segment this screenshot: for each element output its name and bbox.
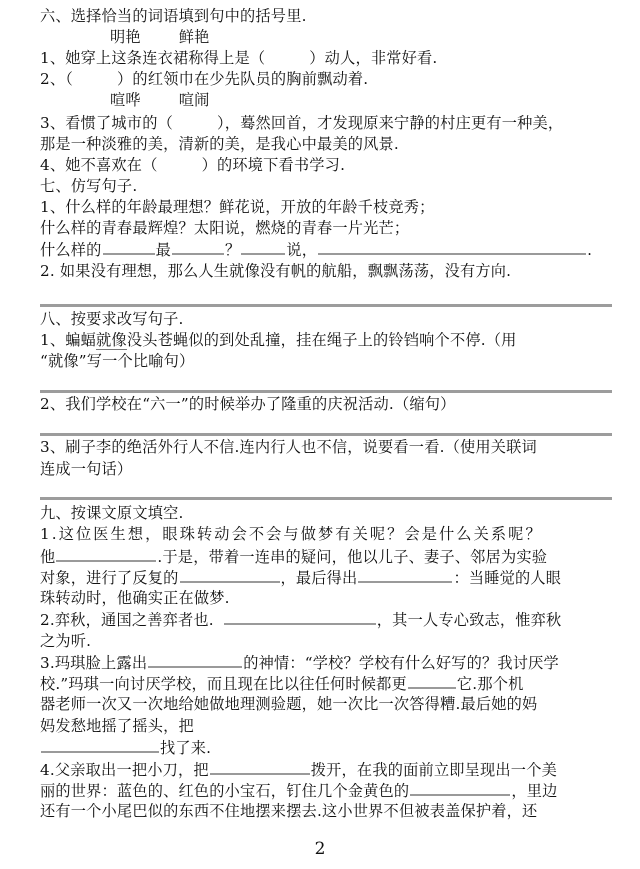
s6-question-3-cont: 那是一种淡雅的美，清新的美，是我心中最美的风景. [40, 135, 399, 153]
s6-question-3 [40, 113, 563, 133]
q-text: . [587, 241, 593, 259]
q-text: ，其一人专心致志，惟弈秋 [376, 611, 562, 629]
section6-heading: 六、选择恰当的词语填到句中的括号里. [40, 7, 307, 25]
s9-question-3-line1 [40, 652, 559, 673]
s9-question-4-line2 [40, 780, 557, 801]
word-options-b [110, 90, 210, 110]
answer-blank[interactable] [180, 567, 280, 583]
q-text: ），蓦然回首，才发现原来宁静的村庄更有一种美， [216, 114, 564, 132]
s9-question-1-line1: 1.这位医生想，眼珠转动会不会与做梦有关呢？会是什么关系呢？ [40, 525, 543, 543]
q-text: .于是，带着一连串的疑问，他以儿子、妻子、邻居为实验 [157, 548, 548, 566]
answer-blank[interactable] [410, 780, 510, 796]
s8-question-1-cont: “就像”写一个比喻句） [40, 352, 195, 370]
q-text: 什么样的 [40, 241, 102, 259]
s6-question-2 [40, 69, 368, 89]
q-text: ？ [224, 241, 241, 259]
s8-question-1 [40, 330, 517, 350]
q-text: 3、看惯了城市的（ [40, 114, 173, 132]
q-text: 他 [40, 548, 56, 566]
s9-question-2-line1 [40, 609, 561, 630]
underlined-word: 就像 [96, 331, 127, 349]
q-text: 它.那个机 [456, 675, 524, 693]
s9-question-1-line3 [40, 567, 561, 588]
option-xianyan: 鲜艳 [178, 28, 210, 46]
s9-question-3-line2 [40, 673, 523, 694]
q-text: ）动人，非常好看. [309, 49, 438, 67]
q-text: 说， [286, 241, 318, 259]
q-text: 2、（ [40, 70, 74, 88]
q-text: 3.玛琪脸上露出 [40, 654, 148, 672]
answer-line[interactable] [40, 390, 612, 393]
answer-blank[interactable] [318, 239, 586, 255]
answer-blank[interactable] [103, 239, 155, 255]
s9-question-3-line3: 器老师一次又一次地给她做地理测验题，她一次比一次答得糟.最后她的妈 [40, 695, 538, 713]
q-text: 找了来. [160, 739, 212, 757]
s8-question-3-line2: 连成一句话） [40, 460, 133, 478]
page-number: 2 [314, 839, 326, 859]
answer-blank[interactable] [241, 239, 285, 255]
s9-question-1-line2 [40, 546, 547, 567]
answer-blank[interactable] [148, 652, 242, 668]
q-text: 丽的世界：蓝色的、红色的小宝石，钉住几个金黄色的 [40, 782, 410, 800]
s7-question-1-line3 [40, 239, 592, 260]
q-text: 没头苍蝇似的到处乱撞，挂在绳子上的铃铛响个不停.（用 [126, 331, 517, 349]
q-text: 校.”玛琪一向讨厌学校，而且现在比以往任何时候都更 [40, 675, 407, 693]
q-text: ）的环境下看书学习. [201, 156, 346, 174]
q-text: ）的红领巾在少先队员的胸前飘动着. [117, 70, 369, 88]
q-text: 4.父亲取出一把小刀，把 [40, 761, 209, 779]
section7-heading: 七、仿写句子. [40, 177, 138, 195]
answer-blank[interactable] [408, 673, 456, 689]
section8-heading: 八、按要求改写句子. [40, 310, 184, 328]
q-text: 拨开，在我的面前立即呈现出一个美 [310, 761, 557, 779]
q-text: ：当睡觉的人眼 [453, 569, 562, 587]
q-text: ，里边 [511, 782, 558, 800]
s9-question-4-line1 [40, 759, 557, 780]
answer-blank[interactable] [358, 567, 452, 583]
q-text: 最 [155, 241, 171, 259]
q-text: 4、她不喜欢在（ [40, 156, 158, 174]
answer-blank[interactable] [41, 737, 159, 753]
q-text: ，最后得出 [280, 569, 358, 587]
s9-question-3-line4: 妈发愁地摇了摇头，把 [40, 717, 194, 735]
option-xuanhua: 喧哗 [110, 91, 141, 109]
s8-question-2: 2、我们学校在“六一”的时候举办了隆重的庆祝活动.（缩句） [40, 395, 456, 413]
answer-blank[interactable] [172, 239, 224, 255]
option-mingyan: 明艳 [110, 28, 141, 46]
q-text: 对象，进行了反复的 [40, 569, 179, 587]
answer-blank[interactable] [224, 609, 376, 625]
section9-heading: 九、按课文原文填空. [40, 504, 184, 522]
option-xuannao: 喧闹 [178, 91, 210, 109]
q-text: 2.弈秋，通国之善弈者也. [40, 611, 214, 629]
s9-question-2-line2: 之为听. [40, 632, 92, 650]
answer-line[interactable] [40, 304, 612, 307]
answer-blank[interactable] [210, 759, 310, 775]
q-text: 1、她穿上这条连衣裙称得上是（ [40, 49, 266, 67]
s7-question-1-line2: 什么样的青春最辉煌？太阳说，燃烧的青春一片光芒； [40, 219, 410, 237]
q-text: 1、蝙蝠 [40, 331, 97, 349]
s6-question-1 [40, 48, 437, 68]
s9-question-1-line4: 珠转动时，他确实正在做梦. [40, 589, 230, 607]
s7-question-1-line1: 1、什么样的年龄最理想？鲜花说，开放的年龄千枝竞秀； [40, 198, 435, 216]
answer-line[interactable] [40, 497, 612, 500]
q-text: 的神情：“学校？学校有什么好写的？我讨厌学 [243, 654, 559, 672]
s8-question-3-line1: 3、刷子李的绝活外行人不信.连内行人也不信，说要看一看.（使用关联词 [40, 438, 537, 456]
s6-question-4 [40, 155, 345, 175]
answer-line[interactable] [40, 433, 612, 436]
s9-question-3-line5 [40, 737, 211, 758]
word-options-a [110, 27, 210, 47]
s7-question-2: 2. 如果没有理想，那么人生就像没有帆的航船，飘飘荡荡，没有方向. [40, 262, 512, 280]
s9-question-4-line3: 还有一个小尾巴似的东西不住地摆来摆去.这小世界不但被表盖保护着，还 [40, 802, 538, 820]
answer-blank[interactable] [56, 546, 156, 562]
